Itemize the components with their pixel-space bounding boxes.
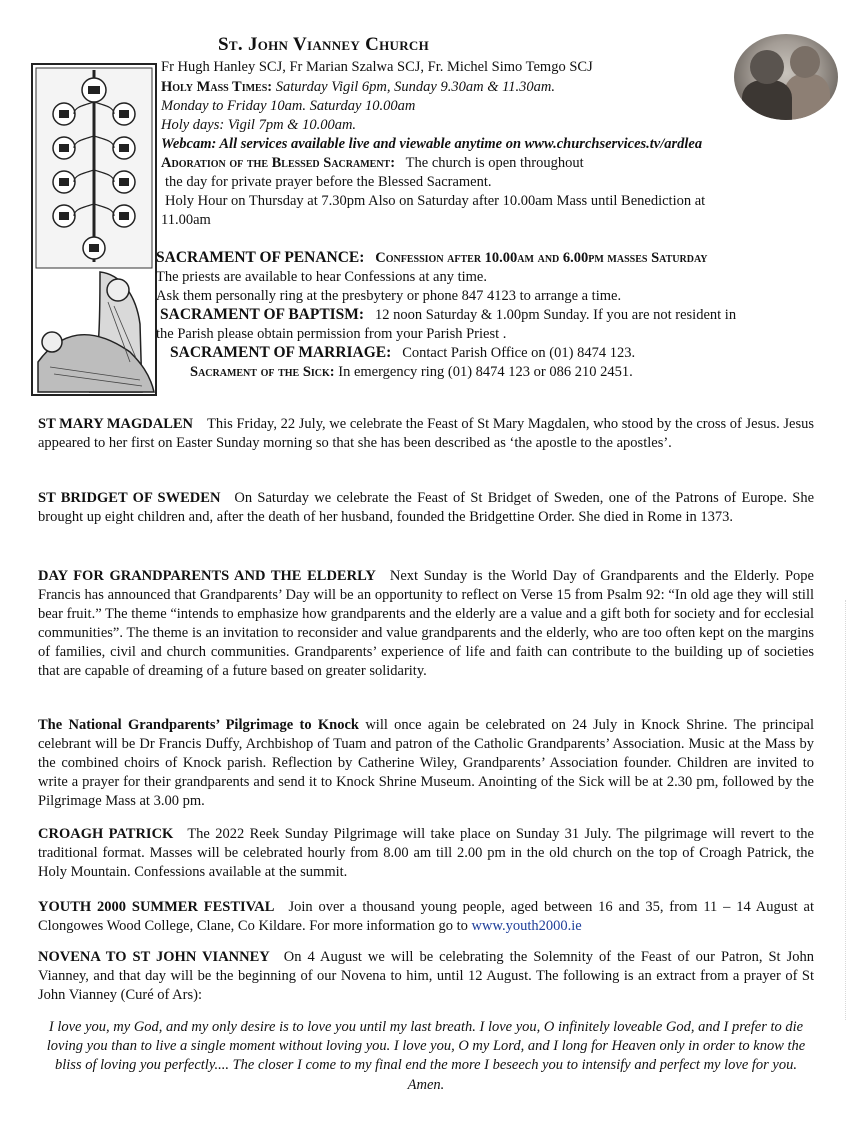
webcam-line: Webcam: All services available live and viewable anytime on www.churchservices.tv/ardlea bbox=[161, 136, 703, 152]
church-title: St. John Vianney Church bbox=[218, 34, 430, 55]
penance-line-3: Ask them personally ring at the presbytery or phone 847 4123 to arrange a time. bbox=[156, 288, 622, 304]
article-novena bbox=[38, 948, 814, 1005]
adoration-line bbox=[161, 154, 584, 172]
sick-text: In emergency ring (01) 8474 123 or 086 210 2451. bbox=[338, 364, 633, 380]
article-body: will once again be celebrated on 24 July in Knock Shrine. The principal celebrant will be Dr Francis Duffy, Archbishop of Tuam and patron of the Catholic Grandparents’ Association. Music at the Mass by the combined choirs of Knock parish. Reflection by Catherine Wiley, Grandparents’ Association founder. Children are invited to write a prayer for their grandparents and send it to Knock Shrine Museum. Anointing of the Sick will be at 2.30 pm, followed by the Pilgrimage Mass at 3.00 pm. bbox=[38, 717, 814, 809]
article-bridget-of-sweden bbox=[38, 489, 814, 527]
youth2000-link[interactable]: www.youth2000.ie bbox=[471, 918, 582, 934]
mass-times-weekend: Saturday Vigil 6pm, Sunday 9.30am & 11.30am. bbox=[275, 79, 555, 95]
article-mary-magdalen bbox=[38, 415, 814, 453]
marriage-label: SACRAMENT OF MARRIAGE: bbox=[170, 344, 392, 361]
article-croagh-patrick bbox=[38, 825, 814, 882]
baptism-text: 12 noon Saturday & 1.00pm Sunday. If you are not resident in bbox=[374, 307, 737, 323]
penance-line bbox=[156, 249, 707, 267]
mass-times-line bbox=[161, 78, 555, 96]
article-heading: NOVENA TO ST JOHN VIANNEY bbox=[38, 949, 270, 965]
penance-text: Confession after 10.00am and 6.00pm masses Saturday bbox=[375, 250, 708, 266]
article-body: On 4 August we will be celebrating the Solemnity of the Feast of our Patron, St John Vianney, and that day will be the beginning of our Novena to him, until 12 August. The following is an extract from a prayer of St John Vianney (Curé of Ars): bbox=[38, 949, 815, 1003]
mass-times-weekday: Monday to Friday 10am. Saturday 10.00am bbox=[161, 98, 416, 114]
adoration-line-2: the day for private prayer before the Blessed Sacrament. bbox=[165, 174, 492, 190]
penance-line-2: The priests are available to hear Confessions at any time. bbox=[156, 269, 487, 285]
article-heading: ST BRIDGET OF SWEDEN bbox=[38, 490, 221, 506]
mass-times-label: Holy Mass Times: bbox=[161, 79, 273, 95]
scan-edge-divider bbox=[843, 600, 846, 1020]
vianney-prayer: I love you, my God, and my only desire is to love you until my last breath. I love you, O infinitely loveable God, and I prefer to die loving you than to live a single moment without loving you. I love you, O my Lord, and I long for Heaven only in order to know the bliss of loving you perfectly.... The closer I come to my final end the more I beseech you to intensify and perfect my love for you. Amen. bbox=[46, 1019, 806, 1093]
article-grandparents-day bbox=[38, 567, 814, 681]
adoration-label: Adoration of the Blessed Sacrament: bbox=[161, 155, 396, 171]
sick-label: Sacrament of the Sick: bbox=[190, 364, 335, 380]
article-body: This Friday, 22 July, we celebrate the Feast of St Mary Magdalen, who stood by the cross of Jesus. Jesus appeared to her first on Easter Sunday morning so that she has been described as ‘the apostle to the apostles’. bbox=[38, 416, 814, 451]
adoration-line-4: 11.00am bbox=[161, 212, 211, 228]
mass-times-holydays: Holy days: Vigil 7pm & 10.00am. bbox=[161, 117, 357, 133]
article-heading: DAY FOR GRANDPARENTS AND THE ELDERLY bbox=[38, 568, 376, 584]
article-heading: CROAGH PATRICK bbox=[38, 826, 174, 842]
article-heading: The National Grandparents’ Pilgrimage to Knock bbox=[38, 717, 359, 733]
pieta-engraving-image bbox=[30, 62, 158, 397]
adoration-text: The church is open throughout bbox=[405, 155, 584, 171]
baptism-line-2: the Parish please obtain permission from your Parish Priest . bbox=[156, 326, 507, 342]
article-body: The 2022 Reek Sunday Pilgrimage will take place on Sunday 31 July. The pilgrimage will revert to the traditional format. Masses will be celebrated hourly from 8.00 am till 2.00 pm in the old church on the top of Croagh Patrick, the Holy Mountain. Confessions available at the summit. bbox=[38, 826, 814, 880]
article-knock-pilgrimage bbox=[38, 716, 814, 811]
article-heading: ST MARY MAGDALEN bbox=[38, 416, 194, 432]
baptism-label: SACRAMENT OF BAPTISM: bbox=[160, 306, 365, 323]
saints-portrait-image bbox=[734, 34, 838, 120]
marriage-text: Contact Parish Office on (01) 8474 123. bbox=[402, 345, 636, 361]
article-youth-2000 bbox=[38, 898, 814, 936]
article-body: On Saturday we celebrate the Feast of St Bridget of Sweden, one of the Patrons of Europe. She brought up eight children and, after the death of her husband, founded the Bridgettine Order. She died in Rome in 1373. bbox=[38, 490, 814, 525]
article-body: Next Sunday is the World Day of Grandparents and the Elderly. Pope Francis has announced that Grandparents’ Day will be an opportunity to reflect on Verse 15 from Psalm 92: “In old age they will still bear fruit.” The theme “intends to emphasize how grandparents and the elderly are a value and a gift both for society and for ecclesial communities”. The theme is an invitation to reconsider and value grandparents and the elderly, who are too often kept on the margins of families, civil and church communities. Grandparents’ experience of life and faith can contribute to the building up of societies that are capable of dreaming of a future based on greater solidarity. bbox=[38, 568, 814, 679]
priests-line: Fr Hugh Hanley SCJ, Fr Marian Szalwa SCJ, Fr. Michel Simo Temgo SCJ bbox=[161, 59, 593, 75]
marriage-line bbox=[170, 344, 635, 362]
penance-label: SACRAMENT OF PENANCE: bbox=[156, 249, 365, 266]
adoration-line-3: Holy Hour on Thursday at 7.30pm Also on Saturday after 10.00am Mass until Benediction at bbox=[165, 193, 706, 209]
baptism-line bbox=[160, 306, 736, 324]
article-heading: YOUTH 2000 SUMMER FESTIVAL bbox=[38, 899, 275, 915]
article-body: Join over a thousand young people, aged between 16 and 35, from 11 – 14 August at Clongowes Wood College, Clane, Co Kildare. For more information go to bbox=[38, 899, 815, 934]
sick-line bbox=[190, 363, 633, 381]
